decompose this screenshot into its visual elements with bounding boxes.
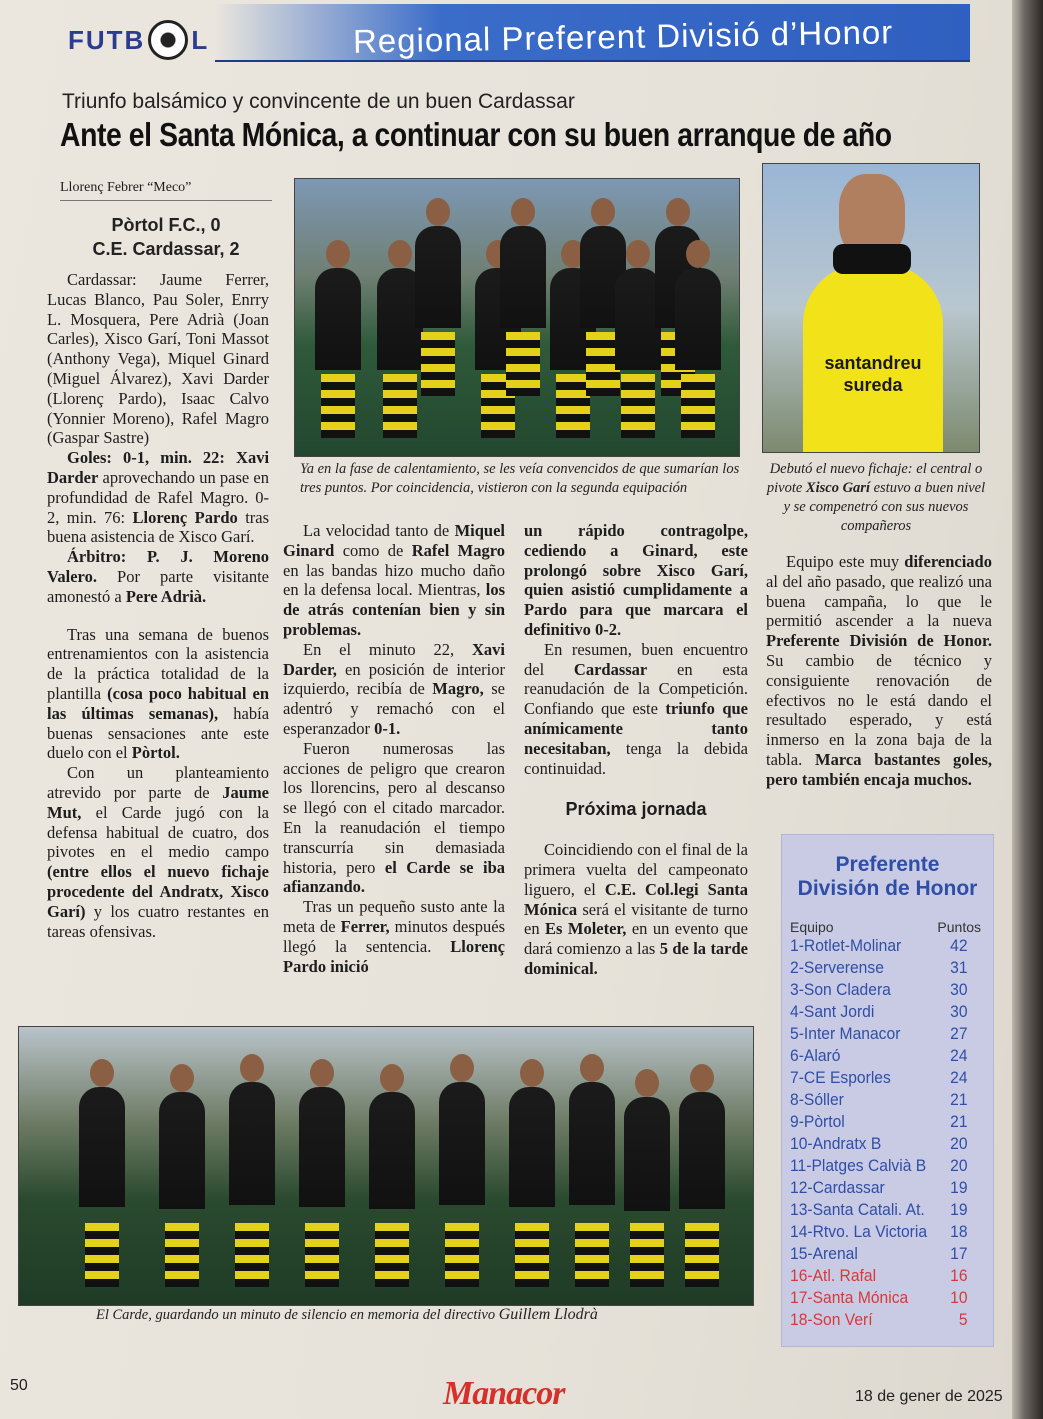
body-paragraph xyxy=(283,640,505,739)
text-run: tenga la debida continuidad. xyxy=(524,738,748,778)
text-run: había buenas sensaciones ante este duelo con el xyxy=(47,703,270,763)
caption-text-b: Guillem Llodrà xyxy=(498,1306,598,1323)
standings-row xyxy=(790,1309,968,1331)
team-name: 9-Pòrtol xyxy=(790,1112,845,1131)
team-name: 3-Son Cladera xyxy=(790,980,891,999)
header-team: Equipo xyxy=(790,919,834,935)
text-run: Equipo este muy xyxy=(786,552,900,571)
text-run: Llorenç Pardo inició xyxy=(283,936,505,976)
text-run: Xavi Darder, xyxy=(283,639,505,679)
team-points: 24 xyxy=(950,1068,968,1087)
body-paragraph xyxy=(766,552,992,790)
referee-text-c: Pere Adrià. xyxy=(125,586,207,606)
text-run: Tras una semana de buenos entrenamientos con la asistencia de la práctica totalidad de la plantilla xyxy=(47,624,269,703)
paragraph-gap xyxy=(47,607,269,625)
team-name: 5-Inter Manacor xyxy=(790,1024,901,1043)
team-name: 8-Sóller xyxy=(790,1090,844,1109)
standings-row xyxy=(790,1265,968,1287)
team-points: 20 xyxy=(950,1134,968,1153)
text-run: al del año pasado, que realizó una buena campaña, lo que le permitió ascender a la nueva xyxy=(766,571,992,631)
standings-row xyxy=(790,1177,968,1199)
player-figure xyxy=(500,226,546,396)
player-figure xyxy=(675,268,721,438)
body-paragraph xyxy=(283,521,505,640)
player-figure xyxy=(315,268,361,438)
standings-row xyxy=(790,935,968,957)
player-figure xyxy=(415,226,461,396)
text-run: un rápido contragolpe, cediendo a Ginard, este prolongó sobre Xisco Garí, quien asistió cumplidamente a Pardo para que marcara el definitivo 0-2. xyxy=(524,521,748,639)
text-run: en un evento que dará comienzo a las xyxy=(524,919,748,959)
body-paragraph xyxy=(47,625,269,764)
lineup-paragraph xyxy=(47,270,269,448)
article-kicker: Triunfo balsámico y convincente de un buen Cardassar xyxy=(62,90,575,113)
team-points: 30 xyxy=(950,1002,968,1021)
new-signing-photo xyxy=(762,163,980,453)
player-figure xyxy=(229,1082,275,1287)
team-points: 16 xyxy=(950,1266,968,1285)
body-paragraph xyxy=(47,763,269,941)
standings-row xyxy=(790,1243,968,1265)
page-edge-shadow xyxy=(1012,0,1043,1419)
text-run: como de xyxy=(342,540,404,560)
text-run: La velocidad tanto de xyxy=(303,521,450,540)
text-run: C.E. Col.legi Santa Mónica xyxy=(524,879,749,919)
player-figure xyxy=(439,1082,485,1287)
text-run: Miquel Ginard xyxy=(283,521,506,560)
issue-date: 18 de gener de 2025 xyxy=(855,1388,1003,1405)
text-run: (cosa poco habitual en las últimas semanas), xyxy=(47,683,269,723)
standings-row xyxy=(790,957,968,979)
body-paragraph xyxy=(283,897,505,976)
standings-title xyxy=(782,853,993,901)
text-run: Ferrer, xyxy=(340,916,390,936)
team-name: 6-Alaró xyxy=(790,1046,841,1065)
text-run: Fueron numerosas las acciones de peligro que crearon los llorencins, pero al descanso se llegó con el citado marcador. En la reanudación el tiempo transcurría sin demasiada historia, pero xyxy=(283,738,505,877)
standings-row xyxy=(790,1089,968,1111)
body-paragraph xyxy=(524,640,748,779)
player-photo-caption xyxy=(765,460,987,536)
goals-text-d: Llorenç Pardo xyxy=(132,507,238,527)
caption-text-b: Xisco Garí xyxy=(805,480,870,496)
player-figure xyxy=(299,1087,345,1287)
standings-row xyxy=(790,1001,968,1023)
team-warmup-photo xyxy=(294,178,740,457)
team-name: 14-Rtvo. La Victoria xyxy=(790,1222,928,1241)
player-figure xyxy=(624,1097,670,1287)
text-run: Magro, xyxy=(432,679,484,699)
body-paragraph xyxy=(283,739,505,897)
text-run: Es Moleter, xyxy=(545,919,627,939)
article-column-4 xyxy=(766,552,992,790)
standings-row xyxy=(790,1067,968,1089)
team-points: 10 xyxy=(950,1288,968,1307)
text-run: el Carde se iba afianzando. xyxy=(283,857,506,897)
team-name: 7-CE Esporles xyxy=(790,1068,891,1087)
standings-row xyxy=(790,1155,968,1177)
team-points: 21 xyxy=(950,1090,968,1109)
text-run: Rafel Magro xyxy=(411,540,506,560)
article-column-3 xyxy=(524,521,748,979)
text-run: Pòrtol. xyxy=(131,743,180,763)
result-away: C.E. Cardassar, 2 xyxy=(92,239,240,259)
text-run: Cardassar xyxy=(573,659,648,679)
goals-paragraph xyxy=(47,448,269,547)
section-label-post: L xyxy=(191,24,210,55)
standings-row xyxy=(790,1199,968,1221)
team-name: 10-Andratx B xyxy=(790,1134,882,1153)
team-name: 12-Cardassar xyxy=(790,1178,885,1197)
team-name: 17-Santa Mónica xyxy=(790,1288,909,1307)
magazine-logo: Manacor xyxy=(443,1375,565,1412)
goals-label: Goles: xyxy=(67,448,112,468)
player-figure xyxy=(159,1092,205,1287)
referee-label: Árbitro: xyxy=(67,547,127,567)
article-column-2 xyxy=(283,521,505,976)
article-byline: Llorenç Febrer “Meco” xyxy=(60,180,272,201)
team-points: 17 xyxy=(950,1244,968,1263)
team-points: 21 xyxy=(950,1112,968,1131)
team-name: 18-Son Verí xyxy=(790,1310,873,1329)
team-name: 1-Rotlet-Molinar xyxy=(790,936,902,955)
text-run: y los cuatro restantes en tareas ofensivas. xyxy=(47,901,270,941)
goals-text-b: Xavi Darder xyxy=(47,448,270,487)
team-points: 19 xyxy=(950,1200,968,1219)
result-home: Pòrtol F.C., 0 xyxy=(111,215,221,235)
silence-photo-caption xyxy=(96,1305,716,1325)
team-points: 19 xyxy=(950,1178,968,1197)
standings-row xyxy=(790,1287,968,1309)
player-figure xyxy=(569,1082,615,1287)
text-run: en posición de interior izquierdo, recibía de xyxy=(283,659,505,699)
article-column-1 xyxy=(47,270,269,941)
text-run: 0-1. xyxy=(374,718,401,738)
goals-text-e: tras buena asistencia de Xisco Garí. xyxy=(47,507,270,547)
lineup-text: Jaume Ferrer, Lucas Blanco, Pau Soler, Enrry L. Mosquera, Pere Adrià (Joan Carles), Xisco Garí, Toni Massot (Anthony Vega), Miquel Ginard (Miguel Álvarez), Xavi Darder (Llorenç Pardo), Isaac Calvo (Yonnier Moreno), Rafel Magro (Gaspar Sastre) xyxy=(47,270,269,448)
referee-text-b: Por parte visitante amonestó a xyxy=(47,566,269,606)
header-points: Puntos xyxy=(937,919,981,935)
text-run: En resumen, buen encuentro del xyxy=(524,639,748,679)
text-run: diferenciado xyxy=(904,552,992,571)
player-scarf xyxy=(833,244,911,274)
team-photo-caption: Ya en la fase de calentamiento, se les veía convencidos de que sumarían los tres puntos. Por coincidencia, vistieron con la segunda equipación xyxy=(300,461,740,496)
standings-table xyxy=(781,834,994,1347)
team-points: 18 xyxy=(950,1222,968,1241)
text-run: Tras un pequeño susto ante la meta de xyxy=(283,897,505,936)
text-run: será el visitante de turno en xyxy=(524,899,749,939)
page-number: 50 xyxy=(10,1377,28,1394)
team-points: 31 xyxy=(950,958,968,977)
standings-title-1: Preferente xyxy=(835,853,940,876)
sponsor-line-2: sureda xyxy=(843,375,903,395)
caption-text-a: El Carde, guardando un minuto de silencio en memoria del directivo xyxy=(96,1307,496,1323)
text-run: 5 de la tarde dominical. xyxy=(524,939,749,978)
text-run: el Carde jugó con la defensa habitual de cuatro, dos pivotes en el medio campo xyxy=(47,802,269,862)
text-run: los de atrás contenían bien y sin problemas. xyxy=(283,580,506,639)
text-run: Jaume Mut, xyxy=(47,782,270,822)
text-run: se adentró y remachó con el esperanzador xyxy=(283,679,505,738)
player-figure xyxy=(509,1087,555,1287)
text-run: en las bandas hizo mucho daño en la defensa local. Mientras, xyxy=(283,560,505,600)
referee-text-a: P. J. Moreno Valero. xyxy=(47,547,269,586)
banner-title: Regional Preferent Divisió d’Honor xyxy=(352,13,894,60)
goals-text-a: 0-1, min. 22: xyxy=(123,448,225,468)
standings-row xyxy=(790,1221,968,1243)
text-run: (entre ellos el nuevo fichaje procedente del Andratx, Xisco Garí) xyxy=(47,862,269,921)
goals-text-c: aprovechando un pase en profundidad de Rafel Magro. 0-2, min. 76: xyxy=(47,467,269,527)
team-name: 11-Platges Calvià B xyxy=(790,1156,927,1175)
body-paragraph xyxy=(524,840,748,979)
team-name: 4-Sant Jordi xyxy=(790,1002,875,1021)
text-run: en esta reanudación de la Competición. Confiando que este xyxy=(524,659,748,719)
text-run: Preferente División de Honor. xyxy=(766,631,992,651)
team-points: 5 xyxy=(958,1310,968,1329)
team-name: 13-Santa Catali. At. xyxy=(790,1200,925,1219)
team-name: 15-Arenal xyxy=(790,1244,858,1263)
text-run: Con un planteamiento atrevido por parte de xyxy=(47,763,269,802)
standings-row xyxy=(790,979,968,1001)
lineup-label: Cardassar: xyxy=(67,270,137,289)
standings-rows xyxy=(782,935,993,1331)
caption-text-c: estuvo a buen nivel y se compenetró con sus nuevos compañeros xyxy=(783,480,986,534)
standings-row xyxy=(790,1023,968,1045)
player-figure xyxy=(679,1092,725,1287)
text-run: Marca bastantes goles, pero también encaja muchos. xyxy=(766,749,993,789)
next-match-subhead: Próxima jornada xyxy=(565,799,707,820)
text-run: minutos después llegó la sentencia. xyxy=(283,916,506,956)
sponsor-line-1: santandreu xyxy=(824,353,922,373)
section-label-pre: FUTB xyxy=(68,24,146,55)
body-paragraph xyxy=(524,521,748,640)
section-label xyxy=(68,20,209,60)
text-run: Su cambio de técnico y consiguiente renovación de efectivos no le está dando el resultado esperado, y está inmerso en la zona baja de la tabla. xyxy=(766,650,992,769)
player-figure xyxy=(369,1092,415,1287)
text-run: triunfo que anímicamente tanto necesitaban, xyxy=(524,699,749,758)
team-points: 30 xyxy=(950,980,968,999)
text-run: En el minuto 22, xyxy=(303,639,455,659)
player-figure xyxy=(79,1087,125,1287)
section-banner xyxy=(215,4,970,62)
text-run: Coincidiendo con el final de la primera vuelta del campeonato liguero, el xyxy=(524,840,748,899)
team-name: 16-Atl. Rafal xyxy=(790,1266,877,1285)
team-name: 2-Serverense xyxy=(790,958,884,977)
team-points: 27 xyxy=(950,1024,968,1043)
minute-silence-photo xyxy=(18,1026,754,1306)
team-points: 24 xyxy=(950,1046,968,1065)
shirt-sponsor xyxy=(811,352,935,396)
match-result xyxy=(60,213,272,261)
team-points: 20 xyxy=(950,1156,968,1175)
standings-title-2: División de Honor xyxy=(797,877,978,900)
article-headline: Ante el Santa Mónica, a continuar con su buen arranque de año xyxy=(60,116,892,153)
team-points: 42 xyxy=(950,936,968,955)
standings-row xyxy=(790,1133,968,1155)
standings-header xyxy=(790,919,981,935)
standings-row xyxy=(790,1045,968,1067)
referee-paragraph xyxy=(47,547,269,606)
caption-text-a: Debutó el nuevo fichaje: el central o pivote xyxy=(766,461,983,496)
standings-row xyxy=(790,1111,968,1133)
football-icon xyxy=(148,20,188,60)
